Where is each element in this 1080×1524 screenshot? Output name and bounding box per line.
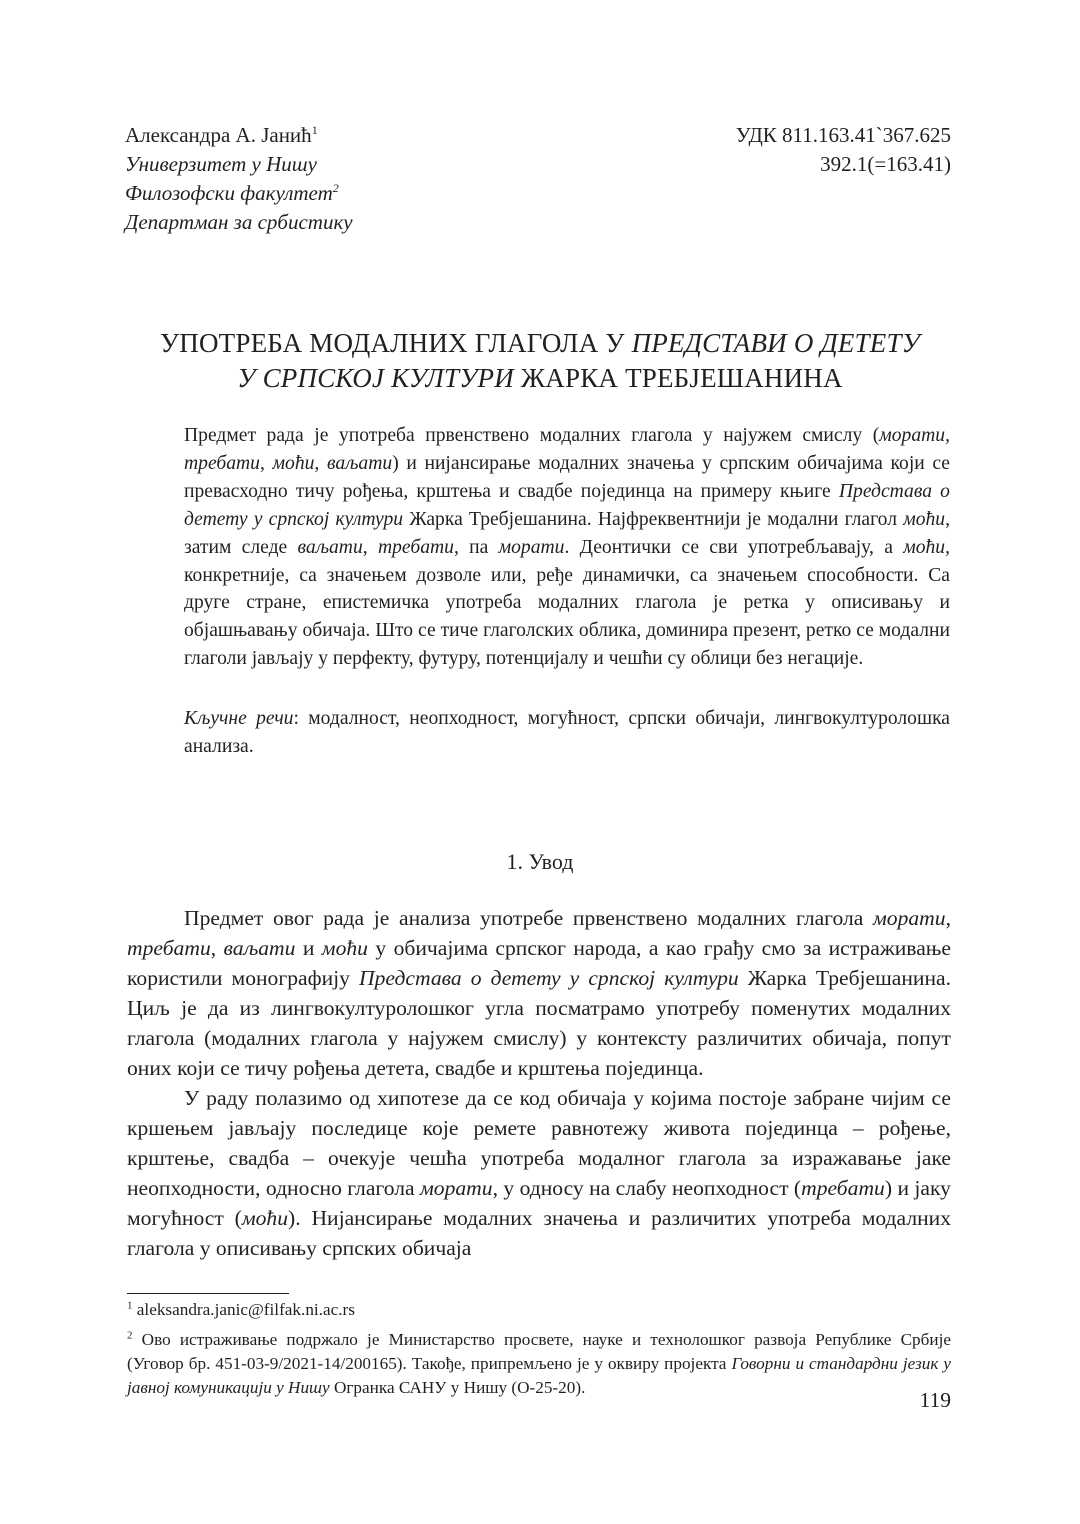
body-text-run: , у односу на слабу неопходност ( [492,1176,802,1200]
abstract-text: , [945,425,950,446]
abstract-text: Жарка Требјешанина. Најфреквентнији је модални глагол [403,508,904,530]
footnote-divider [127,1293,289,1294]
verb-trebati: требати [184,452,260,474]
footnote-2 [127,1328,951,1400]
abstract-text: . Деонтички се сви употребљавају, а [564,536,904,558]
title-part-3: У СРПСКОЈ КУЛТУРИ [237,363,514,393]
keywords-label: Кључне речи [184,708,294,729]
verb-moci: моћи [903,508,946,530]
abstract-text: , затим следе [184,508,950,558]
body-text-run: и [295,936,322,960]
udk-line-1: УДК 811.163.41`367.625 [735,123,951,147]
body-text-run: Жарка Требјешанина. Циљ је да из лингвокултуролошког угла посматрамо употребу поменутих модалних глагола (модалних глагола у најужем смислу) у контексту различитих обичаја, попут оних који се тичу рођења детета, свадбе и крштења појединца. [127,966,952,1080]
body-text-run: , [210,936,224,960]
keywords-text: : модалност, неопходност, могућност, српски обичаји, лингвокултуролошка анализа. [184,708,950,757]
verb-valjati: ваљати [297,536,363,558]
abstract-text: , [259,452,273,474]
footnote-2-text: Огранка САНУ у Нишу (О-25-20). [329,1378,586,1397]
footnote-1 [127,1298,951,1322]
verb-moci: моћи [903,536,946,558]
body-paragraph-2 [127,1083,951,1263]
abstract-text: , [314,452,327,474]
footnotes [127,1298,951,1406]
footnote-ref-2[interactable]: 2 [332,181,339,195]
author-name: Александра А. Јанић [125,123,312,147]
verb-trebati: требати [127,936,211,960]
keywords-paragraph [184,705,950,761]
body-text-run: У раду полазимо од хипотезе да се код обичаја у којима постоје забране чијим се кршењем јављају последице које ремете равнотежу живота појединца – рођење, крштење, свадба – очекује чешћа употреба модалног глагола за изражавање јаке неопходности, односно глагола [127,1086,951,1200]
affiliation-department: Департман за србистику [125,210,353,234]
verb-trebati: требати [801,1176,885,1200]
verb-morati: морати [498,536,565,558]
udk-line-2: 392.1(=163.41) [820,152,951,176]
footnote-ref-1[interactable]: 1 [311,123,318,137]
affiliation-faculty: Филозофски факултет [125,181,333,205]
title-part-4: ЖАРКА ТРЕБЈЕШАНИНА [513,363,843,393]
body-paragraph-1 [127,903,951,1083]
abstract-text: , конкретније, са значењем дозволе или, ређе динамички, са значењем способности. Са друге стране, епистемичка употреба модалних глагола је ретка у описивању и објашњавању обичаја. Што се тиче глаголских облика, доминира презент, ретко се модални глаголи јављају у перфекту, футуру, потенцијалу и чешћи су облици без негације. [184,536,950,670]
title-part-1: УПОТРЕБА МОДАЛНИХ ГЛАГОЛА У [159,328,632,358]
footnote-2-project-title: Говорни и стандардни језик у јавној комуникацији у Нишу [127,1354,951,1397]
author-name-line [125,121,353,150]
title-line-1 [100,326,980,361]
body-text-run: , [945,906,951,930]
verb-moci: моћи [241,1206,289,1230]
verb-trebati: требати [377,536,454,558]
page-number: 119 [919,1388,951,1412]
abstract-paragraph [184,422,950,673]
verb-moci: моћи [272,452,315,474]
body-text-run: ) и јаку могућност ( [127,1176,951,1230]
verb-valjati: ваљати [223,936,296,960]
abstract-text: ) и нијансирање модалних значења у српским обичајима који се превасходно тичу рођења, крштења и свадбе појединца на примеру књиге [184,452,951,502]
udk-classification [736,121,951,179]
keywords [184,705,950,761]
verb-moci: моћи [321,936,368,960]
abstract-text: , па [453,536,499,558]
body-text-run: ). Нијансирање модалних значења и различитих употреба модалних глагола у описивању српских обичаја [127,1206,951,1260]
verb-valjati: ваљати [326,452,393,474]
footnote-2-text: Ово истраживање подржало је Министарство просвете, науке и технолошког развоја Републике Србије (Уговор бр. 451-03-9/2021-14/200165). Такође, припремљено је у оквиру пројекта [127,1330,951,1373]
author-affiliation-block [125,121,353,237]
section-heading: 1. Увод [506,849,574,874]
verb-morati: морати [879,425,946,446]
abstract [184,422,950,673]
footnote-1-number: 1 [127,1299,133,1312]
paper-title [100,326,980,396]
book-title: Представа о детету у српској култури [184,480,950,530]
abstract-text: Предмет рада је употреба првенствено модалних глагола у најужем смислу ( [184,425,880,446]
title-part-2: ПРЕДСТАВИ О ДЕТЕТУ [631,328,921,358]
body-text-run: Предмет овог рада је анализа употребе првенствено модалних глагола [184,906,874,930]
body-text-run: у обичајима српског народа, а као грађу смо за истраживање користили монографију [127,936,951,990]
affiliation-university: Универзитет у Нишу [125,152,317,176]
body-text [127,903,951,1263]
footnote-2-number: 2 [127,1329,133,1342]
book-title: Представа о детету у српској култури [359,966,739,990]
affiliation-faculty-line [125,179,353,208]
footnote-1-email[interactable]: aleksandra.janic@filfak.ni.ac.rs [132,1300,355,1319]
title-line-2 [100,361,980,396]
abstract-text: , [362,536,378,558]
verb-morati: морати [873,906,946,930]
verb-morati: морати [420,1176,493,1200]
